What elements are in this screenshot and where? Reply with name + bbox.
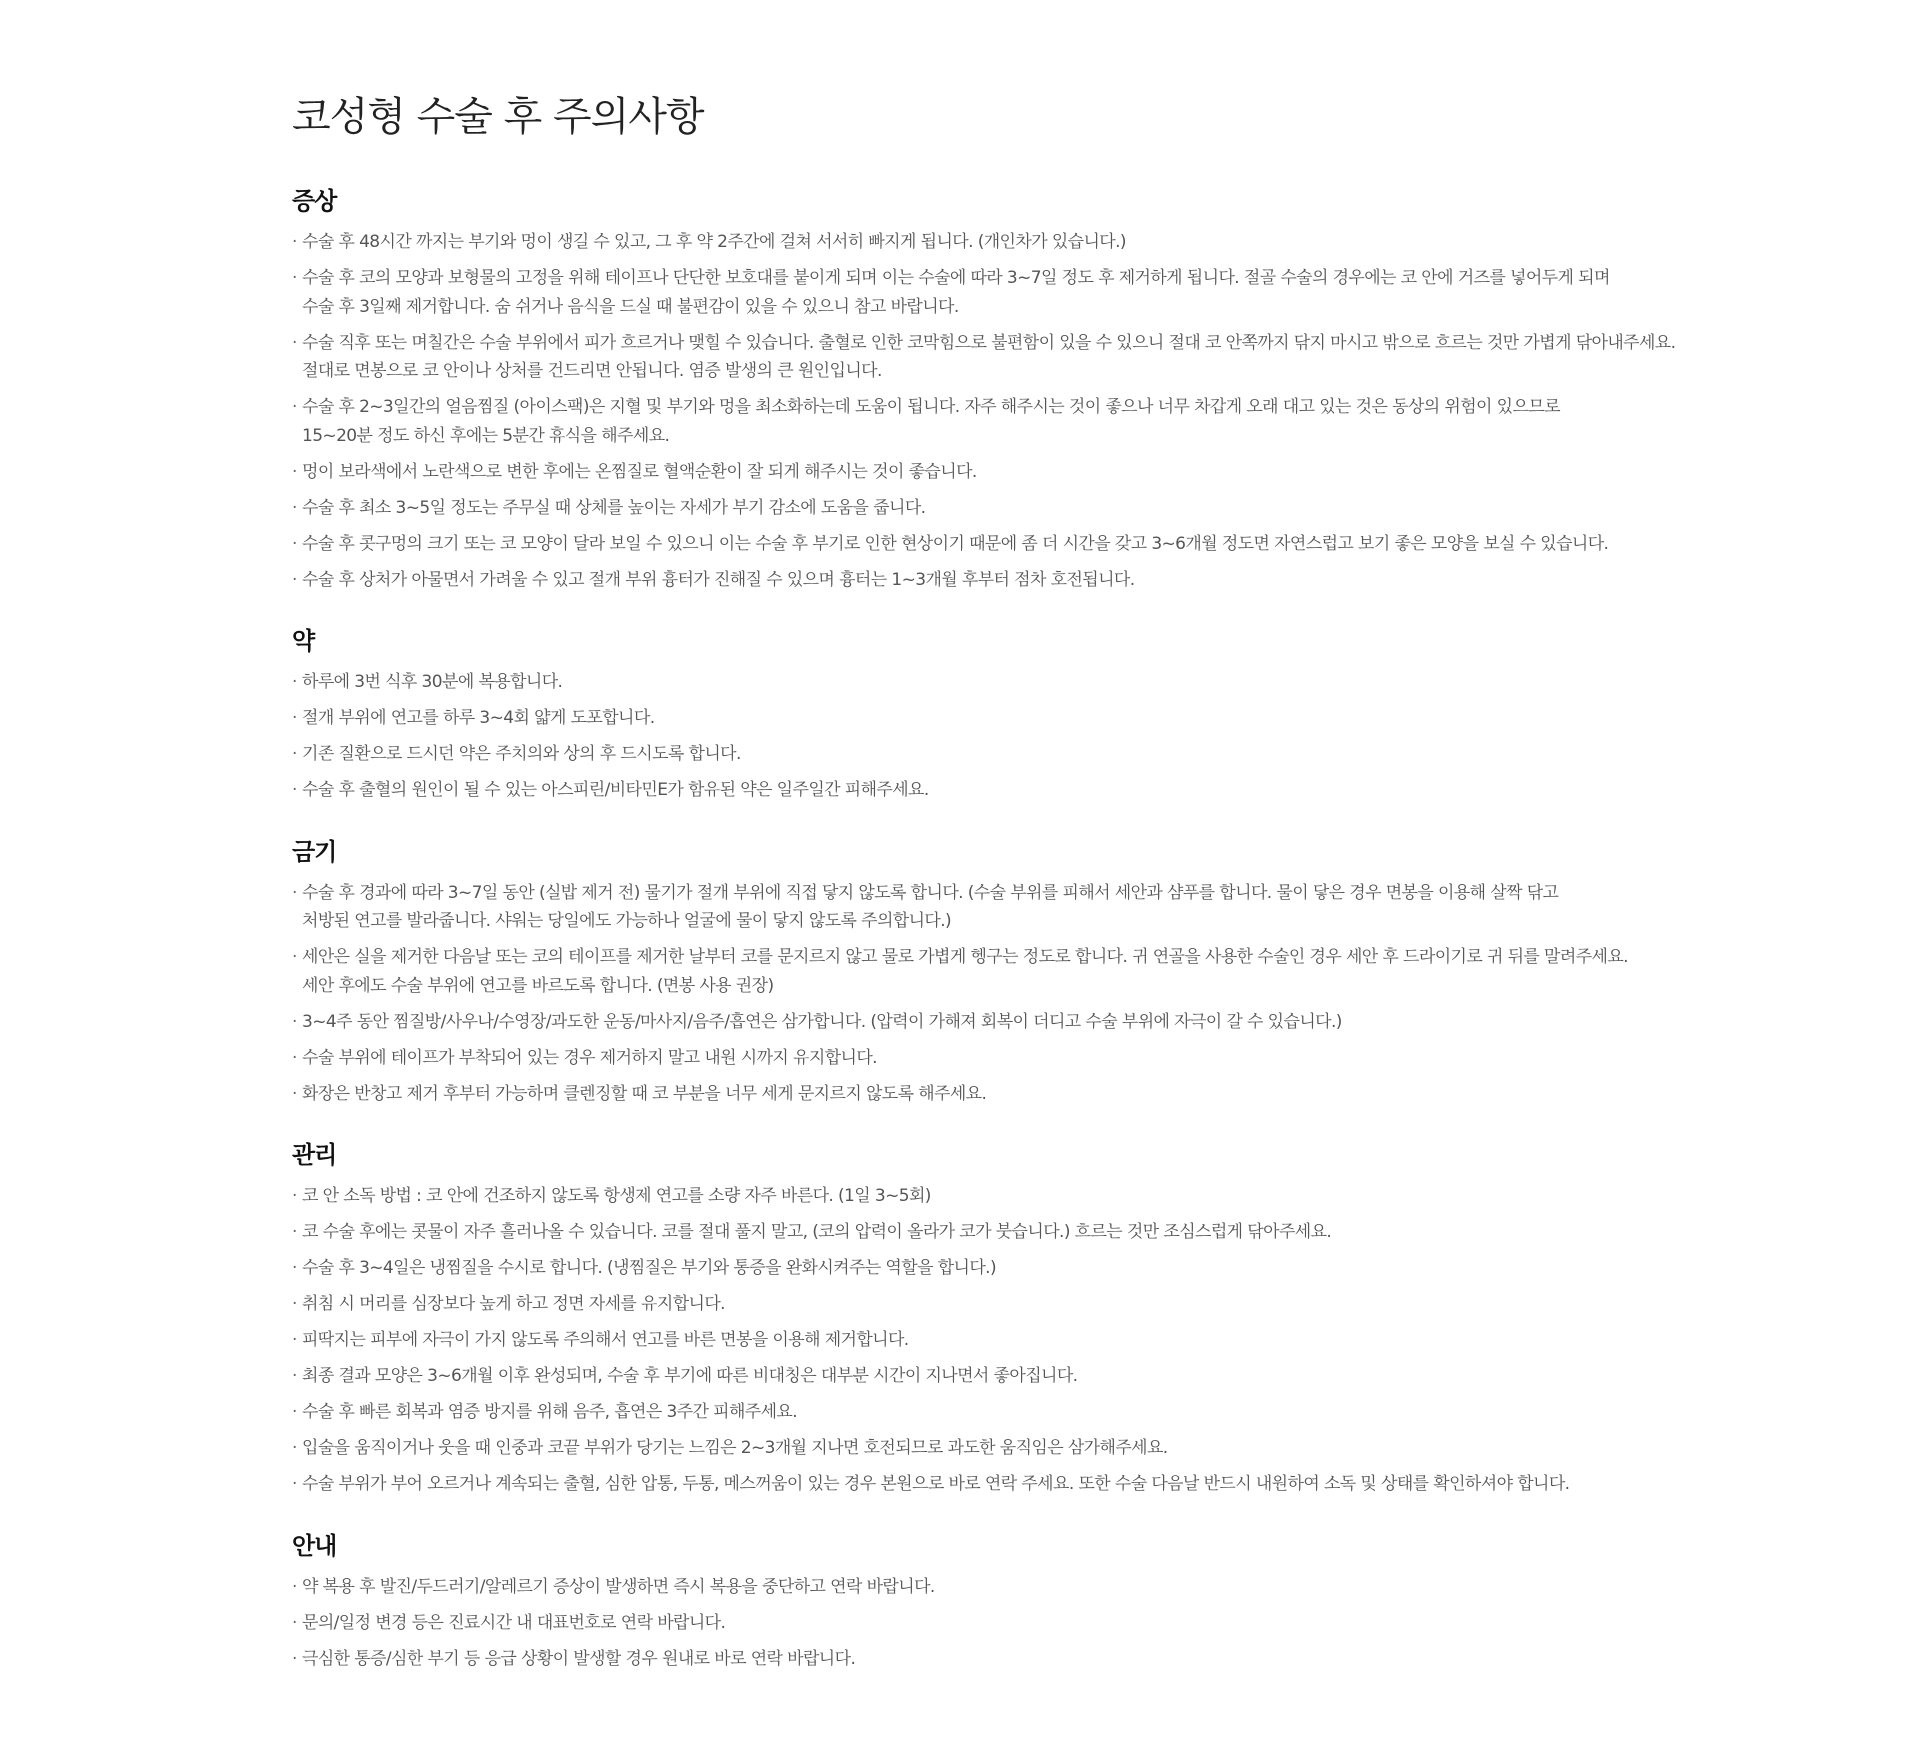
section-heading: 증상: [292, 187, 337, 215]
list-item-text: 세안 후에도 수술 부위에 연고를 바르도록 합니다. (면봉 사용 권장): [302, 975, 774, 996]
sections-container: [292, 184, 1692, 1673]
list-item-text: · 3~4주 동안 찜질방/사우나/수영장/과도한 운동/마사지/음주/흡연은 삼가합니다. (압력이 가해져 회복이 더디고 수술 부위에 자극이 갈 수 있습니다.): [302, 1011, 1342, 1032]
section-heading: 금기: [292, 837, 337, 866]
list-item: [292, 393, 1692, 450]
list-item: [292, 879, 1692, 936]
list-item: [292, 1609, 1692, 1638]
list-item-text: 15~20분 정도 하신 후에는 5분간 휴식을 해주세요.: [302, 425, 670, 446]
list-item-text: · 최종 결과 모양은 3~6개월 이후 완성되며, 수술 후 부기에 따른 비대칭은 대부분 시간이 지나면서 좋아집니다.: [302, 1366, 1078, 1386]
list-item-text: · 수술 직후 또는 며칠간은 수술 부위에서 피가 흐르거나 맺힐 수 있습니다. 출혈로 인한 코막힘으로 불편함이 있을 수 있으니 절대 코 안쪽까지 닦지 마시고 밖으로 흐르는 것만 가볍게 닦아내주세요.: [302, 332, 1676, 353]
list-item-text: · 수술 부위에 테이프가 부착되어 있는 경우 제거하지 말고 내원 시까지 유지합니다.: [302, 1047, 877, 1068]
section-item-list: [292, 1573, 1692, 1674]
list-item-text: · 극심한 통증/심한 부기 등 응급 상황이 발생할 경우 원내로 바로 연락 바랍니다.: [302, 1648, 856, 1669]
list-item: [292, 264, 1692, 321]
section-3: [292, 1138, 1692, 1499]
list-item: [292, 1326, 1692, 1355]
list-item-text: · 수술 후 3~4일은 냉찜질을 수시로 합니다. (냉찜질은 부기와 통증을 완화시켜주는 역할을 합니다.): [302, 1258, 997, 1278]
section-2: [292, 835, 1692, 1109]
list-item: [292, 228, 1692, 257]
list-item-text: · 수술 후 48시간 까지는 부기와 멍이 생길 수 있고, 그 후 약 2주간에 걸쳐 서서히 빠지게 됩니다. (개인차가 있습니다.): [302, 232, 1126, 252]
list-item-text: · 수술 후 2~3일간의 얼음찜질 (아이스팩)은 지혈 및 부기와 멍을 최소화하는데 도움이 됩니다. 자주 해주시는 것이 좋으나 너무 차갑게 오래 대고 있는 것은 동상의 위험이 있으므로: [302, 397, 1560, 417]
list-item-text: · 수술 후 최소 3~5일 정도는 주무실 때 상체를 높이는 자세가 부기 감소에 도움을 줍니다.: [302, 497, 926, 518]
list-item: [292, 943, 1692, 1000]
list-item-text: 처방된 연고를 발라줍니다. 샤워는 당일에도 가능하나 얼굴에 물이 닿지 않도록 주의합니다.): [302, 911, 952, 931]
section-1: [292, 624, 1692, 805]
list-item: [292, 1080, 1692, 1109]
list-item-text: · 수술 후 코의 모양과 보형물의 고정을 위해 테이프나 단단한 보호대를 붙이게 되며 이는 수술에 따라 3~7일 정도 후 제거하게 됩니다. 절골 수술의 경우에는 코 안에 거즈를 넣어두게 되며: [302, 268, 1610, 288]
list-item-text: · 화장은 반창고 제거 후부터 가능하며 클렌징할 때 코 부분을 너무 세게 문지르지 않도록 해주세요.: [302, 1083, 987, 1104]
page-title: 코성형 수술 후 주의사항: [292, 94, 704, 140]
section-item-list: [292, 1182, 1692, 1499]
list-item: [292, 1573, 1692, 1602]
list-item: [292, 1398, 1692, 1427]
list-item: [292, 1182, 1692, 1211]
document-container: [292, 0, 1692, 1673]
list-item-text: · 피딱지는 피부에 자극이 가지 않도록 주의해서 연고를 바른 면봉을 이용해 제거합니다.: [302, 1330, 909, 1350]
list-item-text: · 코 안 소독 방법 : 코 안에 건조하지 않도록 항생제 연고를 소량 자주 바른다. (1일 3~5회): [302, 1186, 931, 1206]
section-heading: 약: [292, 627, 315, 655]
list-item: [292, 458, 1692, 487]
list-item-text: · 수술 후 상처가 아물면서 가려울 수 있고 절개 부위 흉터가 진해질 수 있으며 흉터는 1~3개월 후부터 점차 호전됩니다.: [302, 569, 1135, 590]
list-item-text: · 절개 부위에 연고를 하루 3~4회 얇게 도포합니다.: [302, 708, 655, 728]
list-item-text: · 수술 후 경과에 따라 3~7일 동안 (실밥 제거 전) 물기가 절개 부위에 직접 닿지 않도록 합니다. (수술 부위를 피해서 세안과 샴푸를 합니다. 물이 닿은 경우 면봉을 이용해 살짝 닦고: [302, 882, 1559, 903]
list-item: [292, 1008, 1692, 1037]
section-heading: 안내: [292, 1531, 337, 1560]
section-heading: 관리: [292, 1141, 337, 1169]
list-item-text: 수술 후 3일째 제거합니다. 숨 쉬거나 음식을 드실 때 불편감이 있을 수 있으니 참고 바랍니다.: [302, 296, 959, 317]
list-item-text: · 입술을 움직이거나 웃을 때 인중과 코끝 부위가 당기는 느낌은 2~3개월 지나면 호전되므로 과도한 움직임은 삼가해주세요.: [302, 1438, 1168, 1458]
list-item-text: · 취침 시 머리를 심장보다 높게 하고 정면 자세를 유지합니다.: [302, 1294, 725, 1314]
list-item: [292, 1044, 1692, 1073]
section-4: [292, 1529, 1692, 1674]
section-item-list: [292, 879, 1692, 1109]
list-item-text: · 세안은 실을 제거한 다음날 또는 코의 테이프를 제거한 날부터 코를 문지르지 않고 물로 가볍게 헹구는 정도로 합니다. 귀 연골을 사용한 수술인 경우 세안 후 드라이기로 귀 뒤를 말려주세요.: [302, 947, 1628, 967]
list-item-text: · 멍이 보라색에서 노란색으로 변한 후에는 온찜질로 혈액순환이 잘 되게 해주시는 것이 좋습니다.: [302, 461, 977, 482]
list-item-text: · 수술 부위가 부어 오르거나 계속되는 출혈, 심한 압통, 두통, 메스꺼움이 있는 경우 본원으로 바로 연락 주세요. 또한 수술 다음날 반드시 내원하여 소독 및 상태를 확인하셔야 합니다.: [302, 1474, 1570, 1494]
list-item: [292, 1470, 1692, 1499]
list-item: [292, 1254, 1692, 1283]
section-0: [292, 184, 1692, 594]
list-item-text: · 수술 후 출혈의 원인이 될 수 있는 아스피린/비타민E가 함유된 약은 일주일간 피해주세요.: [302, 780, 929, 800]
list-item-text: · 하루에 3번 식후 30분에 복용합니다.: [302, 672, 563, 692]
list-item: [292, 1645, 1692, 1674]
list-item-text: · 약 복용 후 발진/두드러기/알레르기 증상이 발생하면 즉시 복용을 중단하고 연락 바랍니다.: [302, 1576, 935, 1597]
list-item: [292, 776, 1692, 805]
section-item-list: [292, 228, 1692, 594]
list-item-text: · 수술 후 빠른 회복과 염증 방지를 위해 음주, 흡연은 3주간 피해주세요.: [302, 1402, 798, 1422]
list-item: [292, 740, 1692, 769]
list-item: [292, 494, 1692, 523]
list-item: [292, 1218, 1692, 1247]
list-item-text: · 문의/일정 변경 등은 진료시간 내 대표번호로 연락 바랍니다.: [302, 1612, 726, 1633]
list-item-text: 절대로 면봉으로 코 안이나 상처를 건드리면 안됩니다. 염증 발생의 큰 원인입니다.: [302, 361, 882, 381]
list-item: [292, 1362, 1692, 1391]
list-item: [292, 1434, 1692, 1463]
list-item: [292, 704, 1692, 733]
list-item-text: · 기존 질환으로 드시던 약은 주치의와 상의 후 드시도록 합니다.: [302, 744, 741, 764]
list-item: [292, 530, 1692, 559]
list-item: [292, 566, 1692, 595]
list-item: [292, 329, 1692, 386]
list-item: [292, 1290, 1692, 1319]
list-item-text: · 수술 후 콧구멍의 크기 또는 코 모양이 달라 보일 수 있으니 이는 수술 후 부기로 인한 현상이기 때문에 좀 더 시간을 갖고 3~6개월 정도면 자연스럽고 보기 좋은 모양을 보실 수 있습니다.: [302, 533, 1609, 554]
list-item-text: · 코 수술 후에는 콧물이 자주 흘러나올 수 있습니다. 코를 절대 풀지 말고, (코의 압력이 올라가 코가 붓습니다.) 흐르는 것만 조심스럽게 닦아주세요.: [302, 1222, 1332, 1242]
section-item-list: [292, 668, 1692, 805]
list-item: [292, 668, 1692, 697]
